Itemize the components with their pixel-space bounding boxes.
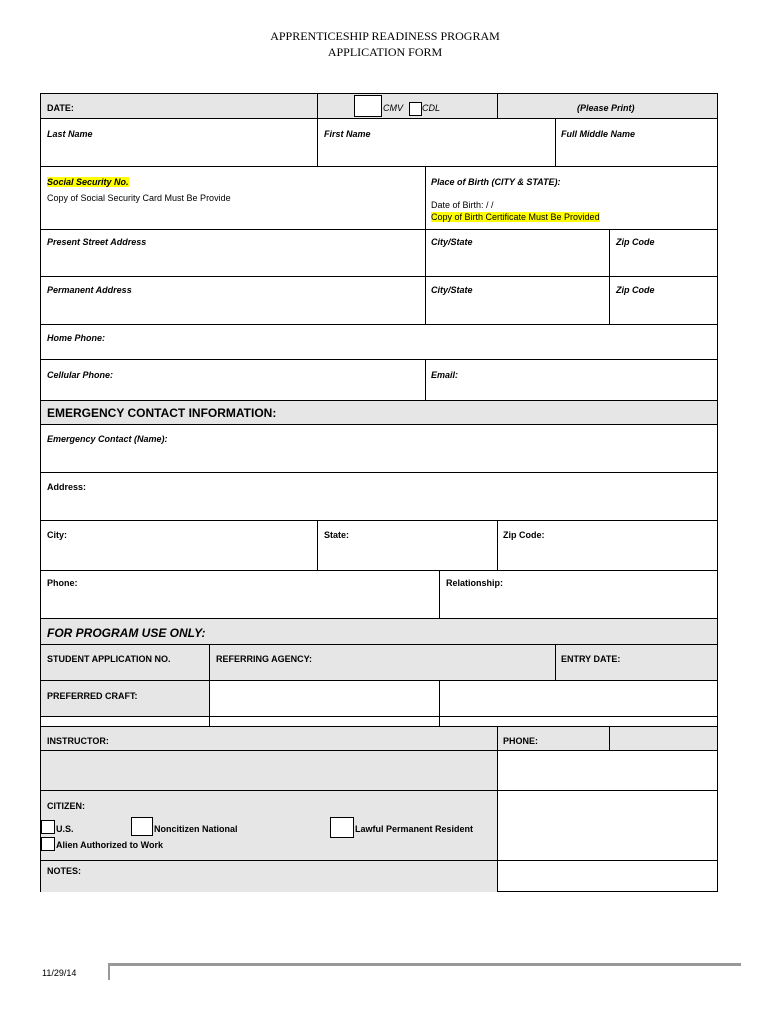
application-form [40, 93, 718, 892]
email-label: Email: [431, 370, 459, 380]
home-phone-label: Home Phone: [47, 333, 106, 343]
program-heading: FOR PROGRAM USE ONLY: [47, 626, 206, 640]
instructor-blank-band [41, 750, 497, 790]
last-name-label: Last Name [47, 129, 93, 139]
student-no-label: STUDENT APPLICATION NO. [47, 654, 171, 664]
us-label: U.S. [56, 824, 74, 834]
cmv-label: CMV [383, 103, 403, 113]
notes-band [41, 860, 497, 892]
middle-name-label: Full Middle Name [561, 129, 636, 139]
alien-checkbox[interactable] [41, 837, 55, 851]
date-label: DATE: [47, 103, 74, 113]
first-name-field[interactable] [318, 140, 555, 166]
alien-label: Alien Authorized to Work [56, 840, 163, 850]
ssn-label: Social Security No. [47, 177, 129, 187]
emergency-address-label: Address: [47, 482, 87, 492]
referring-agency-label: REFERRING AGENCY: [216, 654, 313, 664]
footer-date: 11/29/14 [42, 968, 77, 978]
ssn-note: Copy of Social Security Card Must Be Provide [47, 193, 231, 203]
noncitizen-label: Noncitizen National [154, 824, 238, 834]
cmv-checkbox[interactable] [354, 95, 382, 117]
present-street-label: Present Street Address [47, 237, 147, 247]
present-city-label: City/State [431, 237, 473, 247]
instructor-phone-label: PHONE: [503, 736, 539, 746]
permanent-street-label: Permanent Address [47, 285, 132, 295]
instructor-label: INSTRUCTOR: [47, 736, 109, 746]
cdl-checkbox[interactable] [409, 102, 422, 116]
emergency-name-label: Emergency Contact (Name): [47, 434, 168, 444]
lawful-resident-checkbox[interactable] [330, 817, 354, 838]
cell-phone-label: Cellular Phone: [47, 370, 114, 380]
relationship-label: Relationship: [446, 578, 504, 588]
footer-tick [108, 963, 110, 980]
citizen-label: CITIZEN: [47, 801, 85, 811]
place-of-birth-label: Place of Birth (CITY & STATE): [431, 177, 561, 187]
first-name-label: First Name [324, 129, 371, 139]
entry-date-label: ENTRY DATE: [561, 654, 621, 664]
notes-label: NOTES: [47, 866, 82, 876]
footer-rule [108, 963, 741, 966]
lawful-resident-label: Lawful Permanent Resident [355, 824, 474, 834]
emergency-heading: EMERGENCY CONTACT INFORMATION: [47, 406, 277, 420]
form-subtitle: APPLICATION FORM [327, 45, 443, 59]
emergency-zip-label: Zip Code: [503, 530, 545, 540]
emergency-state-label: State: [324, 530, 350, 540]
emergency-city-label: City: [47, 530, 67, 540]
cdl-label: CDL [422, 103, 441, 113]
last-name-field[interactable] [41, 140, 317, 166]
present-zip-label: Zip Code [616, 237, 655, 247]
please-print-note: (Please Print) [577, 103, 635, 113]
middle-name-field[interactable] [556, 140, 717, 166]
emergency-phone-label: Phone: [47, 578, 78, 588]
form-title: APPRENTICESHIP READINESS PROGRAM [270, 29, 500, 43]
us-checkbox[interactable] [41, 820, 55, 834]
dob-label: Date of Birth: / / [431, 200, 494, 210]
permanent-zip-label: Zip Code [616, 285, 655, 295]
birth-cert-note: Copy of Birth Certificate Must Be Provided [431, 212, 600, 222]
preferred-craft-label: PREFERRED CRAFT: [47, 691, 138, 701]
instructor-row-band [41, 726, 717, 750]
noncitizen-checkbox[interactable] [131, 817, 153, 836]
permanent-city-label: City/State [431, 285, 473, 295]
